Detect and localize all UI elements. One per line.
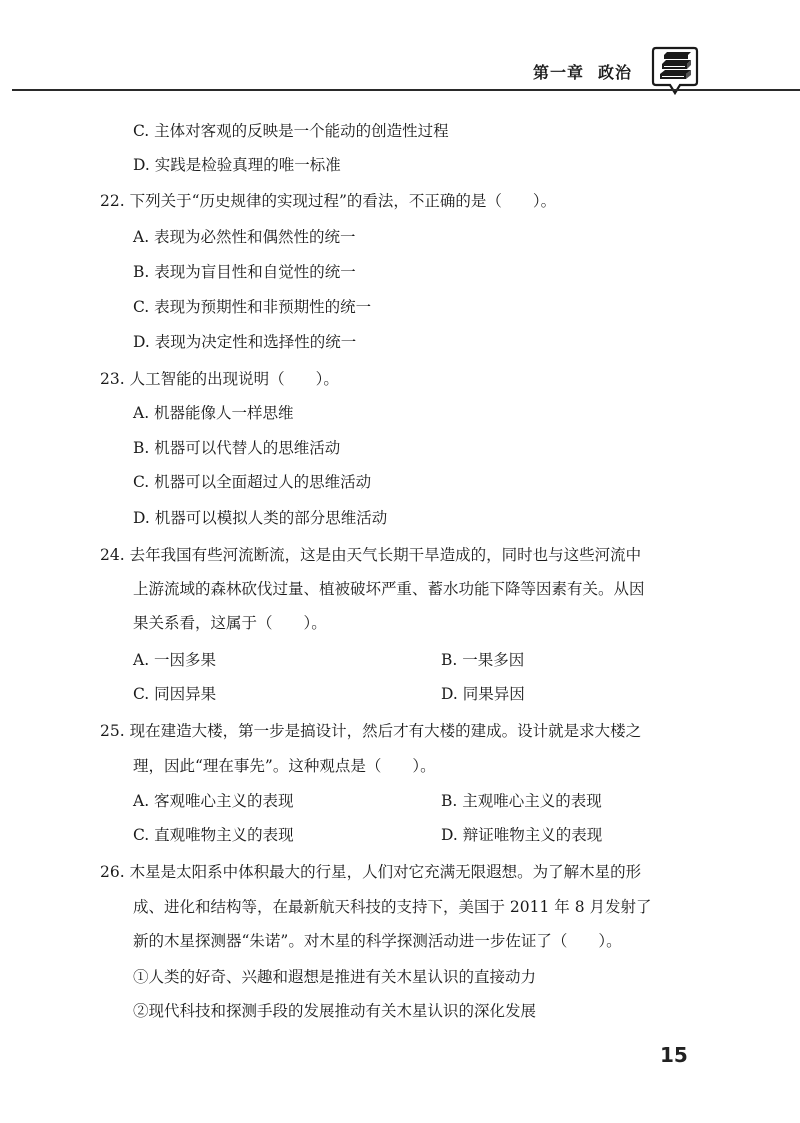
option-24-a: A. 一因多果 xyxy=(133,651,217,669)
page-header xyxy=(0,0,800,100)
question-26-line-1: 26. 木星是太阳系中体积最大的行星，人们对它充满无限遐想。为了解木星的形 xyxy=(100,863,642,881)
question-25-line-2: 理，因此“理在事先”。这种观点是（ ）。 xyxy=(133,757,436,775)
option-25-a: A. 客观唯心主义的表现 xyxy=(133,792,294,810)
option-22-d: D. 表现为决定性和选择性的统一 xyxy=(133,333,357,351)
question-25-line-1: 25. 现在建造大楼，第一步是搞设计，然后才有大楼的建成。设计就是求大楼之 xyxy=(100,722,642,740)
option-22-c: C. 表现为预期性和非预期性的统一 xyxy=(133,298,372,316)
statement-26-1: ①人类的好奇、兴趣和遐想是推进有关木星认识的直接动力 xyxy=(133,968,537,986)
chapter-heading xyxy=(533,60,632,83)
option-21-d: D. 实践是检验真理的唯一标准 xyxy=(133,156,341,174)
question-22: 22. 下列关于“历史规律的实现过程”的看法，不正确的是（ ）。 xyxy=(100,192,557,210)
option-23-c: C. 机器可以全面超过人的思维活动 xyxy=(133,473,372,491)
option-23-b: B. 机器可以代替人的思维活动 xyxy=(133,439,341,457)
option-25-c: C. 直观唯物主义的表现 xyxy=(133,826,294,844)
question-26-line-2: 成、进化和结构等，在最新航天科技的支持下，美国于 2011 年 8 月发射了 xyxy=(133,898,652,916)
question-24-line-1: 24. 去年我国有些河流断流，这是由天气长期干旱造成的，同时也与这些河流中 xyxy=(100,546,642,564)
chapter-label: 第一章 xyxy=(532,63,584,82)
option-22-a: A. 表现为必然性和偶然性的统一 xyxy=(133,228,356,246)
header-rule xyxy=(12,89,800,91)
question-26-line-3: 新的木星探测器“朱诺”。对木星的科学探测活动进一步佐证了（ ）。 xyxy=(133,932,622,950)
chapter-title: 政治 xyxy=(597,63,632,82)
page-number: 15 xyxy=(660,1043,688,1067)
question-24-line-3: 果关系看，这属于（ ）。 xyxy=(133,614,327,632)
option-23-a: A. 机器能像人一样思维 xyxy=(133,404,294,422)
option-25-b: B. 主观唯心主义的表现 xyxy=(441,792,602,810)
option-24-d: D. 同果异因 xyxy=(441,685,525,703)
option-24-c: C. 同因异果 xyxy=(133,685,217,703)
statement-26-2: ②现代科技和探测手段的发展推动有关木星认识的深化发展 xyxy=(133,1002,537,1020)
option-23-d: D. 机器可以模拟人类的部分思维活动 xyxy=(133,509,388,527)
option-21-c: C. 主体对客观的反映是一个能动的创造性过程 xyxy=(133,122,449,140)
option-25-d: D. 辩证唯物主义的表现 xyxy=(441,826,603,844)
question-23: 23. 人工智能的出现说明（ ）。 xyxy=(100,370,339,388)
option-22-b: B. 表现为盲目性和自觉性的统一 xyxy=(133,263,356,281)
option-24-b: B. 一果多因 xyxy=(441,651,525,669)
question-24-line-2: 上游流域的森林砍伐过量、植被破坏严重、蓄水功能下降等因素有关。从因 xyxy=(133,580,645,598)
